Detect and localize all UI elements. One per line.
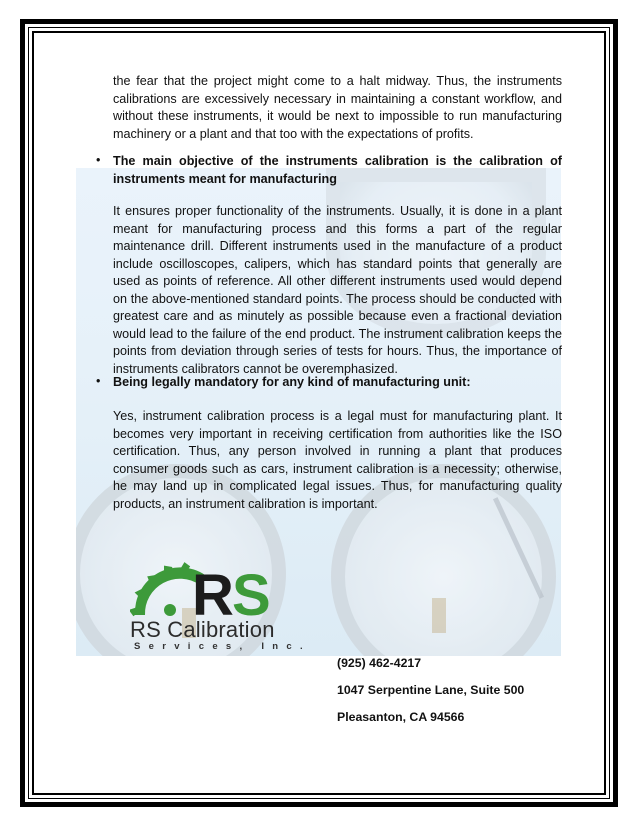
bullet-icon: • (96, 374, 101, 388)
contact-phone: (925) 462-4217 (337, 656, 422, 670)
legal-heading: Being legally mandatory for any kind of manufacturing unit: (113, 375, 471, 389)
gauge-stem-right (432, 598, 446, 633)
objective-paragraph: It ensures proper functionality of the instruments. Usually, it is done in a plant meant for manufacturing process and this forms a part of the regular maintenance drill. Different instruments used in the manufacture of a product include oscilloscopes, calipers, which has standard points that generally are used as points of reference. All other different instruments used would depend on the above-mentioned standard points. The process should be conducted with greatest care and as minutely as possible because even a fractional deviation would lead to the failure of the end product. The instrument calibration keeps the points from deviation through series of tests for hours. Thus, the importance of instruments calibrators cannot be overemphasized. (113, 204, 562, 376)
objective-heading: The main objective of the instruments calibration is the calibration of instruments meant for manufacturing (113, 154, 562, 186)
svg-text:R: R (192, 563, 228, 628)
contact-address: 1047 Serpentine Lane, Suite 500 (337, 683, 525, 697)
logo-company-name: RS Calibration (130, 617, 275, 642)
svg-text:S: S (232, 563, 265, 628)
legal-paragraph: Yes, instrument calibration process is a legal must for manufacturing plant. It becomes very important in receiving certification from authorities like the ISO certification. Thus, any person involved in running a plant that produces consumer goods such as cars, instrument calibration is a necessity; otherwise, he may land up in complicated legal issues. Thus, for manufacturing quality products, an instrument calibration is important. (113, 409, 562, 511)
bullet-icon: • (96, 153, 101, 167)
intro-paragraph: the fear that the project might come to a halt midway. Thus, the instruments calibrations are excessively necessary in maintaining a constant workflow, and without these instruments, it would be next to impossible to run manufacturing machinery or a plant and that too with the expectations of profits. (113, 74, 562, 141)
logo-company-subtitle: Services, Inc. (134, 641, 311, 652)
contact-city: Pleasanton, CA 94566 (337, 710, 465, 724)
